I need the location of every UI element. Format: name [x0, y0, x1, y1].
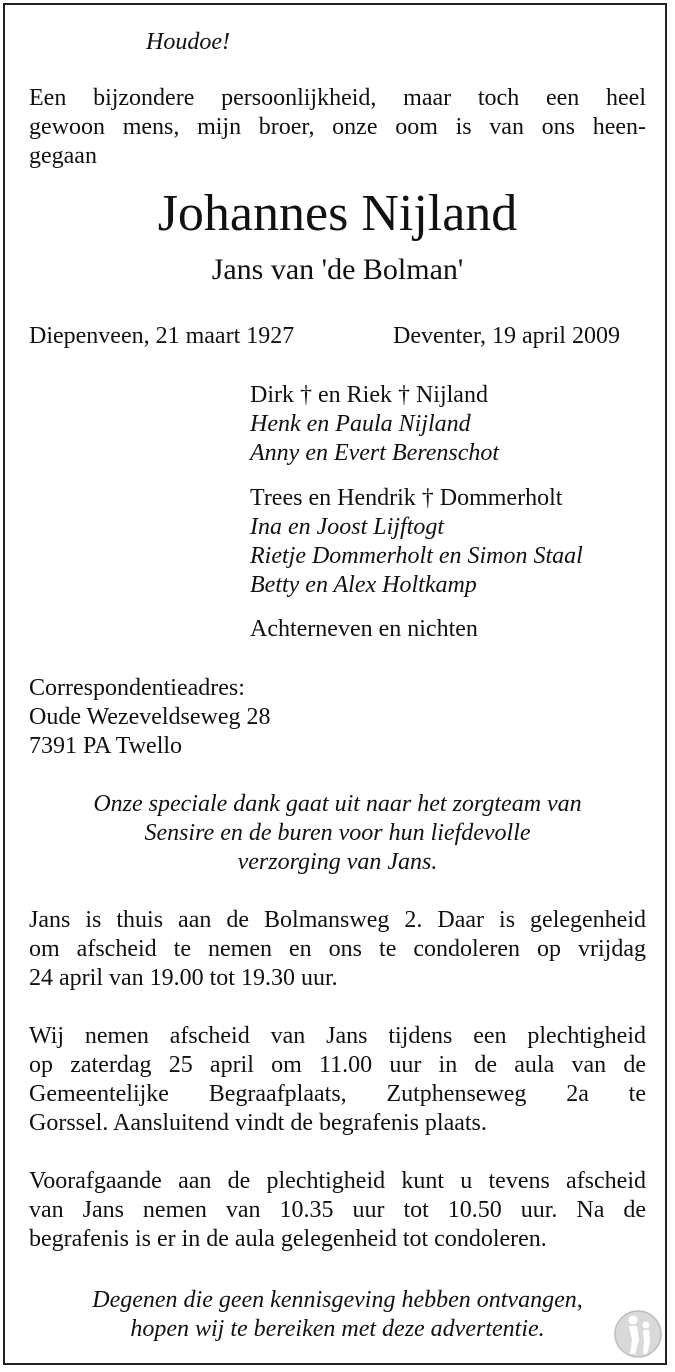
- visitation-line: 24 april van 19.00 tot 19.30 uur.: [29, 965, 338, 991]
- family-line: Betty en Alex Holtkamp: [250, 572, 477, 598]
- ceremony-line: op zaterdag 25 april om 11.00 uur in de aula van de: [29, 1052, 646, 1078]
- thanks-line: Onze speciale dank gaat uit naar het zorgteam van: [93, 791, 582, 817]
- birth-info: Diepenveen, 21 maart 1927: [29, 323, 295, 349]
- farewell-line: van Jans nemen van 10.35 uur tot 10.50 uur. Na de: [29, 1197, 646, 1223]
- intro-line-2: gewoon mens, mijn broer, onze oom is van ons heen-: [29, 114, 646, 140]
- death-info: Deventer, 19 april 2009: [393, 323, 620, 349]
- visitation-line: Jans is thuis aan de Bolmansweg 2. Daar is gelegenheid: [29, 907, 646, 933]
- thanks-line: Sensire en de buren voor hun liefdevolle: [144, 820, 531, 846]
- family-line: Anny en Evert Berenschot: [250, 440, 500, 466]
- ceremony-line: Gemeentelijke Begraafplaats, Zutphenseweg 2a te: [29, 1081, 646, 1107]
- ceremony-line: Gorssel. Aansluitend vindt de begrafenis plaats.: [29, 1110, 487, 1136]
- farewell-line: begrafenis is er in de aula gelegenheid tot condoleren.: [29, 1226, 547, 1252]
- watermark-logo-icon: [613, 1306, 663, 1362]
- intro-line-1: Een bijzondere persoonlijkheid, maar toch een heel: [29, 85, 646, 111]
- deceased-nickname: Jans van 'de Bolman': [211, 253, 464, 286]
- closing-line: hopen wij te bereiken met deze advertentie.: [130, 1316, 545, 1342]
- family-line: Trees en Hendrik † Dommerholt: [250, 485, 563, 511]
- family-line: Achterneven en nichten: [250, 616, 478, 642]
- address-label: Correspondentieadres:: [29, 675, 245, 701]
- visitation-line: om afscheid te nemen en ons te condoleren op vrijdag: [29, 936, 646, 962]
- family-line: Rietje Dommerholt en Simon Staal: [250, 543, 583, 569]
- family-line: Dirk † en Riek † Nijland: [250, 382, 488, 408]
- closing-line: Degenen die geen kennisgeving hebben ontvangen,: [92, 1287, 583, 1313]
- farewell-line: Voorafgaande aan de plechtigheid kunt u tevens afscheid: [29, 1168, 646, 1194]
- address-street: Oude Wezeveldseweg 28: [29, 704, 271, 730]
- greeting: Houdoe!: [146, 29, 230, 55]
- family-line: Ina en Joost Lijftogt: [250, 514, 444, 540]
- address-city: 7391 PA Twello: [29, 733, 183, 759]
- deceased-name: Johannes Nijland: [157, 185, 518, 242]
- intro-line-3: gegaan: [29, 143, 97, 169]
- thanks-line: verzorging van Jans.: [237, 849, 438, 875]
- ceremony-line: Wij nemen afscheid van Jans tijdens een plechtigheid: [29, 1023, 646, 1049]
- family-line: Henk en Paula Nijland: [250, 411, 471, 437]
